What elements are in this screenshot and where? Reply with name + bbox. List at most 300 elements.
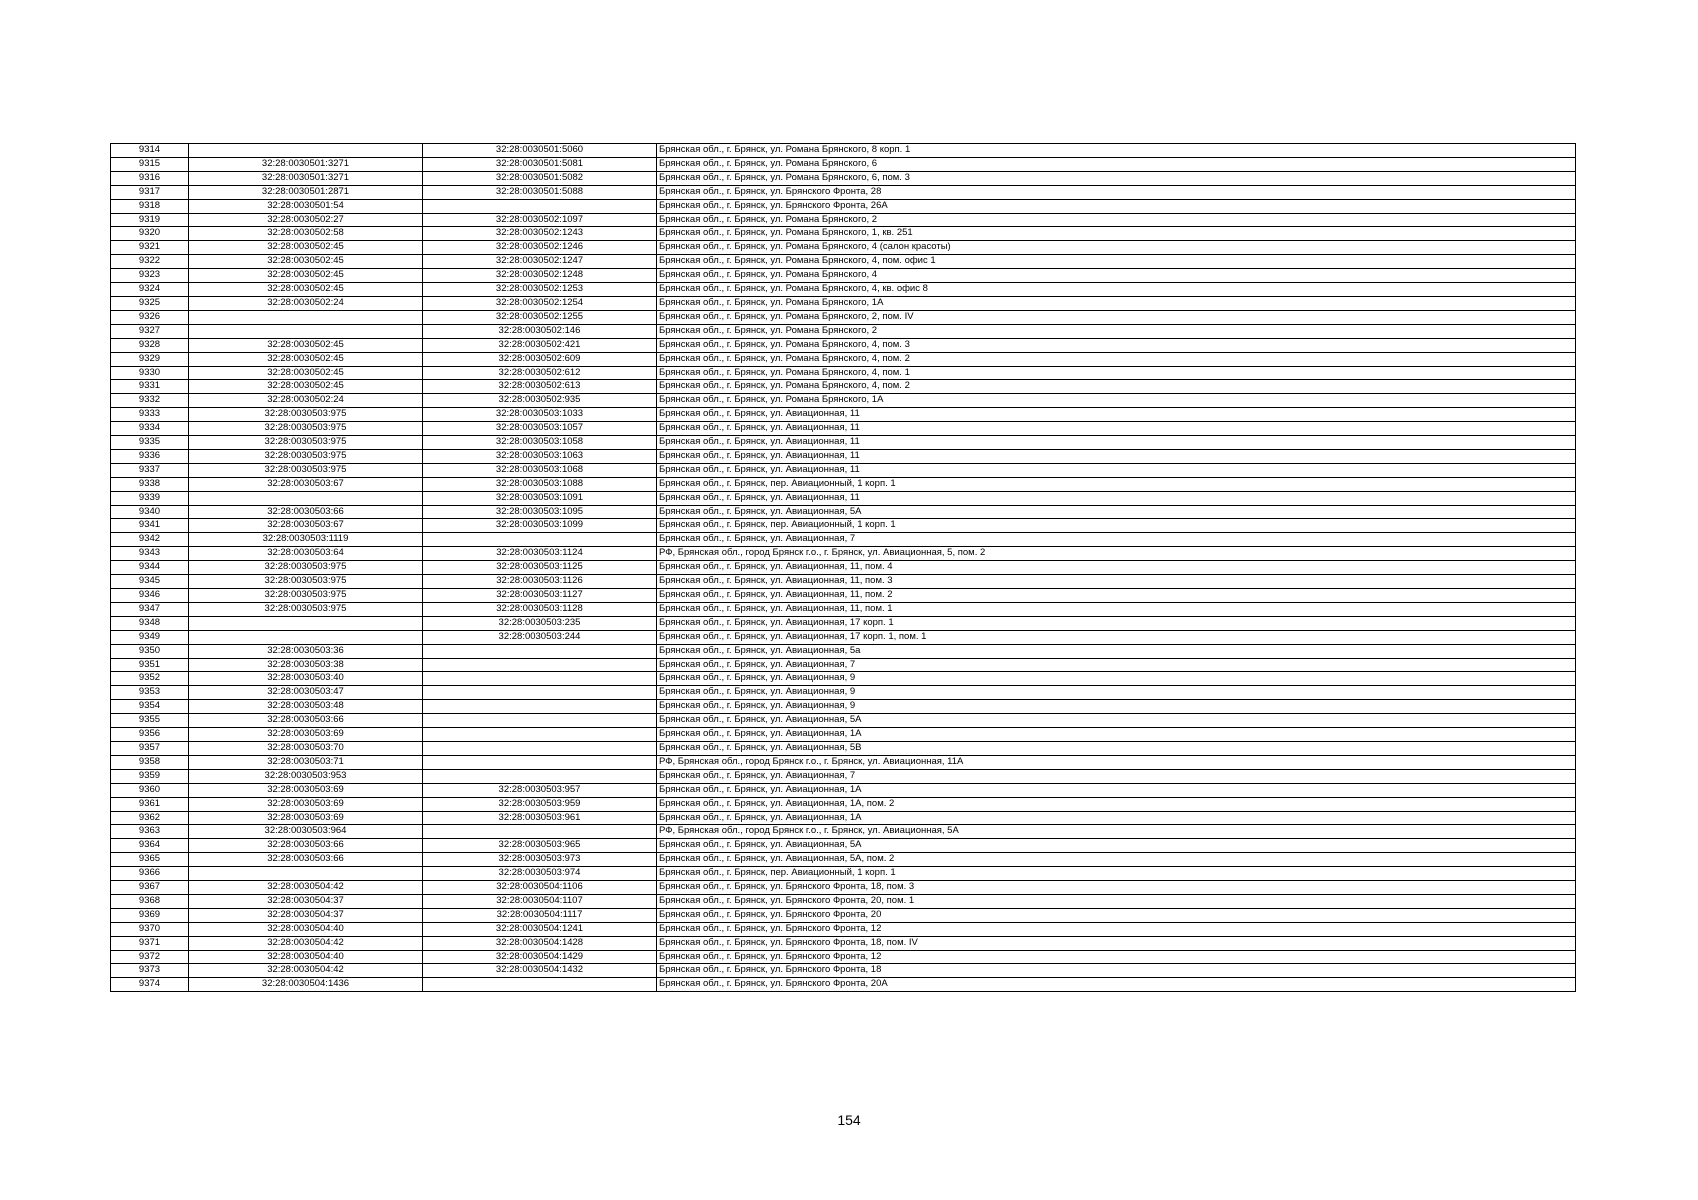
land-cadastral-number-cell: 32:28:0030503:69 bbox=[189, 811, 423, 825]
land-cadastral-number-cell: 32:28:0030503:66 bbox=[189, 505, 423, 519]
object-cadastral-number-cell: 32:28:0030503:1033 bbox=[423, 408, 657, 422]
land-cadastral-number-cell: 32:28:0030503:69 bbox=[189, 728, 423, 742]
land-cadastral-number-cell: 32:28:0030501:2871 bbox=[189, 185, 423, 199]
object-cadastral-number-cell: 32:28:0030503:1128 bbox=[423, 602, 657, 616]
row-number-cell: 9336 bbox=[111, 449, 189, 463]
land-cadastral-number-cell: 32:28:0030504:1436 bbox=[189, 978, 423, 992]
row-number-cell: 9350 bbox=[111, 644, 189, 658]
table-row bbox=[111, 199, 1576, 213]
table-row bbox=[111, 575, 1576, 589]
row-number-cell: 9324 bbox=[111, 283, 189, 297]
land-cadastral-number-cell: 32:28:0030503:975 bbox=[189, 463, 423, 477]
row-number-cell: 9340 bbox=[111, 505, 189, 519]
table-row bbox=[111, 755, 1576, 769]
object-cadastral-number-cell: 32:28:0030502:1255 bbox=[423, 310, 657, 324]
table-row bbox=[111, 547, 1576, 561]
address-cell: Брянская обл., г. Брянск, ул. Авиационная, 11 bbox=[657, 491, 1576, 505]
address-cell: Брянская обл., г. Брянск, ул. Авиационная, 11 bbox=[657, 449, 1576, 463]
object-cadastral-number-cell: 32:28:0030502:1246 bbox=[423, 241, 657, 255]
address-cell: Брянская обл., г. Брянск, ул. Авиационная, 9 bbox=[657, 700, 1576, 714]
object-cadastral-number-cell: 32:28:0030503:1063 bbox=[423, 449, 657, 463]
land-cadastral-number-cell: 32:28:0030503:64 bbox=[189, 547, 423, 561]
land-cadastral-number-cell: 32:28:0030502:45 bbox=[189, 241, 423, 255]
land-cadastral-number-cell: 32:28:0030503:40 bbox=[189, 672, 423, 686]
object-cadastral-number-cell bbox=[423, 741, 657, 755]
address-cell: Брянская обл., г. Брянск, ул. Авиационная, 1А, пом. 2 bbox=[657, 797, 1576, 811]
row-number-cell: 9328 bbox=[111, 338, 189, 352]
object-cadastral-number-cell: 32:28:0030502:935 bbox=[423, 394, 657, 408]
address-cell: Брянская обл., г. Брянск, ул. Авиационная, 11 bbox=[657, 463, 1576, 477]
land-cadastral-number-cell: 32:28:0030504:42 bbox=[189, 964, 423, 978]
table-row bbox=[111, 380, 1576, 394]
row-number-cell: 9345 bbox=[111, 575, 189, 589]
table-row bbox=[111, 714, 1576, 728]
land-cadastral-number-cell: 32:28:0030501:3271 bbox=[189, 171, 423, 185]
row-number-cell: 9316 bbox=[111, 171, 189, 185]
address-cell: Брянская обл., г. Брянск, ул. Романа Брянского, 2, пом. IV bbox=[657, 310, 1576, 324]
land-cadastral-number-cell: 32:28:0030503:66 bbox=[189, 853, 423, 867]
object-cadastral-number-cell: 32:28:0030503:1058 bbox=[423, 436, 657, 450]
address-cell: Брянская обл., г. Брянск, ул. Авиационная, 11, пом. 4 bbox=[657, 561, 1576, 575]
object-cadastral-number-cell bbox=[423, 644, 657, 658]
address-cell: Брянская обл., г. Брянск, ул. Авиационная, 5В bbox=[657, 741, 1576, 755]
land-cadastral-number-cell: 32:28:0030502:24 bbox=[189, 394, 423, 408]
land-cadastral-number-cell: 32:28:0030503:47 bbox=[189, 686, 423, 700]
object-cadastral-number-cell bbox=[423, 686, 657, 700]
property-register-table bbox=[110, 143, 1576, 992]
land-cadastral-number-cell: 32:28:0030504:42 bbox=[189, 881, 423, 895]
land-cadastral-number-cell: 32:28:0030503:70 bbox=[189, 741, 423, 755]
row-number-cell: 9372 bbox=[111, 950, 189, 964]
land-cadastral-number-cell: 32:28:0030503:975 bbox=[189, 561, 423, 575]
object-cadastral-number-cell: 32:28:0030503:1057 bbox=[423, 422, 657, 436]
address-cell: Брянская обл., г. Брянск, ул. Брянского Фронта, 12 bbox=[657, 922, 1576, 936]
land-cadastral-number-cell: 32:28:0030503:964 bbox=[189, 825, 423, 839]
row-number-cell: 9358 bbox=[111, 755, 189, 769]
table-row bbox=[111, 477, 1576, 491]
address-cell: Брянская обл., г. Брянск, пер. Авиационный, 1 корп. 1 bbox=[657, 477, 1576, 491]
land-cadastral-number-cell: 32:28:0030503:953 bbox=[189, 769, 423, 783]
row-number-cell: 9363 bbox=[111, 825, 189, 839]
table-row bbox=[111, 644, 1576, 658]
object-cadastral-number-cell: 32:28:0030502:1248 bbox=[423, 269, 657, 283]
address-cell: Брянская обл., г. Брянск, ул. Авиационная, 5А, пом. 2 bbox=[657, 853, 1576, 867]
table-row bbox=[111, 589, 1576, 603]
land-cadastral-number-cell: 32:28:0030503:1119 bbox=[189, 533, 423, 547]
row-number-cell: 9373 bbox=[111, 964, 189, 978]
table-row bbox=[111, 811, 1576, 825]
land-cadastral-number-cell: 32:28:0030502:45 bbox=[189, 352, 423, 366]
table-row bbox=[111, 686, 1576, 700]
address-cell: Брянская обл., г. Брянск, ул. Романа Брянского, 1А bbox=[657, 296, 1576, 310]
object-cadastral-number-cell: 32:28:0030501:5088 bbox=[423, 185, 657, 199]
row-number-cell: 9347 bbox=[111, 602, 189, 616]
address-cell: Брянская обл., г. Брянск, ул. Брянского Фронта, 12 bbox=[657, 950, 1576, 964]
table-row bbox=[111, 658, 1576, 672]
address-cell: Брянская обл., г. Брянск, ул. Авиационная, 11 bbox=[657, 408, 1576, 422]
address-cell: Брянская обл., г. Брянск, ул. Авиационная, 1А bbox=[657, 783, 1576, 797]
land-cadastral-number-cell: 32:28:0030502:45 bbox=[189, 338, 423, 352]
row-number-cell: 9370 bbox=[111, 922, 189, 936]
object-cadastral-number-cell: 32:28:0030503:1127 bbox=[423, 589, 657, 603]
table-row bbox=[111, 436, 1576, 450]
object-cadastral-number-cell bbox=[423, 769, 657, 783]
address-cell: Брянская обл., г. Брянск, ул. Романа Брянского, 4, пом. 2 bbox=[657, 352, 1576, 366]
table-row bbox=[111, 964, 1576, 978]
row-number-cell: 9357 bbox=[111, 741, 189, 755]
table-row bbox=[111, 324, 1576, 338]
table-row bbox=[111, 602, 1576, 616]
object-cadastral-number-cell: 32:28:0030504:1241 bbox=[423, 922, 657, 936]
address-cell: Брянская обл., г. Брянск, ул. Романа Брянского, 6 bbox=[657, 157, 1576, 171]
row-number-cell: 9361 bbox=[111, 797, 189, 811]
object-cadastral-number-cell: 32:28:0030502:1247 bbox=[423, 255, 657, 269]
row-number-cell: 9356 bbox=[111, 728, 189, 742]
table-row bbox=[111, 241, 1576, 255]
table-row bbox=[111, 728, 1576, 742]
land-cadastral-number-cell: 32:28:0030504:40 bbox=[189, 922, 423, 936]
address-cell: Брянская обл., г. Брянск, ул. Авиационная, 9 bbox=[657, 672, 1576, 686]
row-number-cell: 9331 bbox=[111, 380, 189, 394]
object-cadastral-number-cell bbox=[423, 700, 657, 714]
table-row bbox=[111, 978, 1576, 992]
address-cell: Брянская обл., г. Брянск, ул. Авиационная, 17 корп. 1, пом. 1 bbox=[657, 630, 1576, 644]
row-number-cell: 9314 bbox=[111, 144, 189, 158]
land-cadastral-number-cell: 32:28:0030504:37 bbox=[189, 908, 423, 922]
address-cell: Брянская обл., г. Брянск, ул. Авиационная, 5А bbox=[657, 505, 1576, 519]
address-cell: Брянская обл., г. Брянск, ул. Романа Брянского, 1, кв. 251 bbox=[657, 227, 1576, 241]
table-row bbox=[111, 283, 1576, 297]
row-number-cell: 9320 bbox=[111, 227, 189, 241]
address-cell: Брянская обл., г. Брянск, ул. Романа Брянского, 2 bbox=[657, 324, 1576, 338]
row-number-cell: 9321 bbox=[111, 241, 189, 255]
object-cadastral-number-cell: 32:28:0030504:1428 bbox=[423, 936, 657, 950]
table-row bbox=[111, 839, 1576, 853]
address-cell: Брянская обл., г. Брянск, ул. Авиационная, 7 bbox=[657, 769, 1576, 783]
object-cadastral-number-cell bbox=[423, 714, 657, 728]
land-cadastral-number-cell: 32:28:0030502:45 bbox=[189, 283, 423, 297]
object-cadastral-number-cell: 32:28:0030503:973 bbox=[423, 853, 657, 867]
table-row bbox=[111, 408, 1576, 422]
object-cadastral-number-cell: 32:28:0030503:1125 bbox=[423, 561, 657, 575]
row-number-cell: 9337 bbox=[111, 463, 189, 477]
land-cadastral-number-cell: 32:28:0030504:37 bbox=[189, 894, 423, 908]
address-cell: Брянская обл., г. Брянск, ул. Романа Брянского, 8 корп. 1 bbox=[657, 144, 1576, 158]
row-number-cell: 9351 bbox=[111, 658, 189, 672]
land-cadastral-number-cell: 32:28:0030503:975 bbox=[189, 436, 423, 450]
row-number-cell: 9338 bbox=[111, 477, 189, 491]
land-cadastral-number-cell bbox=[189, 491, 423, 505]
land-cadastral-number-cell: 32:28:0030503:975 bbox=[189, 408, 423, 422]
row-number-cell: 9360 bbox=[111, 783, 189, 797]
object-cadastral-number-cell: 32:28:0030504:1429 bbox=[423, 950, 657, 964]
object-cadastral-number-cell: 32:28:0030503:1091 bbox=[423, 491, 657, 505]
object-cadastral-number-cell: 32:28:0030503:1068 bbox=[423, 463, 657, 477]
table-row bbox=[111, 519, 1576, 533]
object-cadastral-number-cell: 32:28:0030502:609 bbox=[423, 352, 657, 366]
object-cadastral-number-cell: 32:28:0030503:1099 bbox=[423, 519, 657, 533]
row-number-cell: 9318 bbox=[111, 199, 189, 213]
address-cell: РФ, Брянская обл., город Брянск г.о., г. Брянск, ул. Авиационная, 5, пом. 2 bbox=[657, 547, 1576, 561]
table-row bbox=[111, 269, 1576, 283]
table-row bbox=[111, 894, 1576, 908]
address-cell: Брянская обл., г. Брянск, ул. Романа Брянского, 4, пом. 1 bbox=[657, 366, 1576, 380]
object-cadastral-number-cell: 32:28:0030503:965 bbox=[423, 839, 657, 853]
address-cell: Брянская обл., г. Брянск, ул. Авиационная, 7 bbox=[657, 658, 1576, 672]
address-cell: Брянская обл., г. Брянск, ул. Романа Брянского, 4, пом. 2 bbox=[657, 380, 1576, 394]
object-cadastral-number-cell: 32:28:0030503:974 bbox=[423, 867, 657, 881]
address-cell: Брянская обл., г. Брянск, ул. Авиационная, 5а bbox=[657, 644, 1576, 658]
row-number-cell: 9326 bbox=[111, 310, 189, 324]
object-cadastral-number-cell bbox=[423, 978, 657, 992]
row-number-cell: 9344 bbox=[111, 561, 189, 575]
address-cell: Брянская обл., г. Брянск, ул. Брянского Фронта, 20 bbox=[657, 908, 1576, 922]
object-cadastral-number-cell bbox=[423, 658, 657, 672]
row-number-cell: 9352 bbox=[111, 672, 189, 686]
land-cadastral-number-cell bbox=[189, 324, 423, 338]
object-cadastral-number-cell bbox=[423, 199, 657, 213]
table-row bbox=[111, 144, 1576, 158]
row-number-cell: 9342 bbox=[111, 533, 189, 547]
land-cadastral-number-cell: 32:28:0030502:58 bbox=[189, 227, 423, 241]
row-number-cell: 9362 bbox=[111, 811, 189, 825]
land-cadastral-number-cell: 32:28:0030504:40 bbox=[189, 950, 423, 964]
row-number-cell: 9322 bbox=[111, 255, 189, 269]
address-cell: Брянская обл., г. Брянск, ул. Брянского Фронта, 18, пом. IV bbox=[657, 936, 1576, 950]
land-cadastral-number-cell: 32:28:0030502:24 bbox=[189, 296, 423, 310]
address-cell: Брянская обл., г. Брянск, ул. Авиационная, 11 bbox=[657, 436, 1576, 450]
table-row bbox=[111, 700, 1576, 714]
land-cadastral-number-cell: 32:28:0030503:69 bbox=[189, 797, 423, 811]
land-cadastral-number-cell: 32:28:0030503:66 bbox=[189, 714, 423, 728]
row-number-cell: 9329 bbox=[111, 352, 189, 366]
table-row bbox=[111, 672, 1576, 686]
land-cadastral-number-cell: 32:28:0030503:975 bbox=[189, 589, 423, 603]
table-row bbox=[111, 867, 1576, 881]
row-number-cell: 9355 bbox=[111, 714, 189, 728]
object-cadastral-number-cell: 32:28:0030502:1243 bbox=[423, 227, 657, 241]
table-row bbox=[111, 936, 1576, 950]
object-cadastral-number-cell: 32:28:0030503:1088 bbox=[423, 477, 657, 491]
address-cell: Брянская обл., г. Брянск, ул. Авиационная, 11, пом. 1 bbox=[657, 602, 1576, 616]
object-cadastral-number-cell: 32:28:0030501:5082 bbox=[423, 171, 657, 185]
land-cadastral-number-cell: 32:28:0030503:71 bbox=[189, 755, 423, 769]
address-cell: Брянская обл., г. Брянск, ул. Романа Брянского, 4, пом. 3 bbox=[657, 338, 1576, 352]
address-cell: Брянская обл., г. Брянск, ул. Романа Брянского, 2 bbox=[657, 213, 1576, 227]
land-cadastral-number-cell bbox=[189, 616, 423, 630]
address-cell: Брянская обл., г. Брянск, пер. Авиационный, 1 корп. 1 bbox=[657, 519, 1576, 533]
table-row bbox=[111, 908, 1576, 922]
table-row bbox=[111, 491, 1576, 505]
table-row bbox=[111, 213, 1576, 227]
address-cell: Брянская обл., г. Брянск, ул. Романа Брянского, 4, пом. офис 1 bbox=[657, 255, 1576, 269]
row-number-cell: 9319 bbox=[111, 213, 189, 227]
land-cadastral-number-cell: 32:28:0030503:48 bbox=[189, 700, 423, 714]
land-cadastral-number-cell: 32:28:0030503:69 bbox=[189, 783, 423, 797]
row-number-cell: 9315 bbox=[111, 157, 189, 171]
table-row bbox=[111, 922, 1576, 936]
table-row bbox=[111, 630, 1576, 644]
object-cadastral-number-cell: 32:28:0030503:961 bbox=[423, 811, 657, 825]
table-row bbox=[111, 157, 1576, 171]
address-cell: Брянская обл., г. Брянск, ул. Авиационная, 5А bbox=[657, 714, 1576, 728]
land-cadastral-number-cell: 32:28:0030501:3271 bbox=[189, 157, 423, 171]
table-row bbox=[111, 797, 1576, 811]
object-cadastral-number-cell: 32:28:0030502:1254 bbox=[423, 296, 657, 310]
land-cadastral-number-cell: 32:28:0030503:36 bbox=[189, 644, 423, 658]
row-number-cell: 9349 bbox=[111, 630, 189, 644]
address-cell: Брянская обл., г. Брянск, ул. Романа Брянского, 4 (салон красоты) bbox=[657, 241, 1576, 255]
land-cadastral-number-cell: 32:28:0030503:67 bbox=[189, 519, 423, 533]
row-number-cell: 9317 bbox=[111, 185, 189, 199]
table-row bbox=[111, 449, 1576, 463]
object-cadastral-number-cell: 32:28:0030504:1432 bbox=[423, 964, 657, 978]
object-cadastral-number-cell: 32:28:0030503:1124 bbox=[423, 547, 657, 561]
object-cadastral-number-cell: 32:28:0030502:613 bbox=[423, 380, 657, 394]
row-number-cell: 9364 bbox=[111, 839, 189, 853]
row-number-cell: 9343 bbox=[111, 547, 189, 561]
object-cadastral-number-cell: 32:28:0030504:1106 bbox=[423, 881, 657, 895]
land-cadastral-number-cell: 32:28:0030504:42 bbox=[189, 936, 423, 950]
table-row bbox=[111, 950, 1576, 964]
table-row bbox=[111, 394, 1576, 408]
object-cadastral-number-cell: 32:28:0030502:1253 bbox=[423, 283, 657, 297]
land-cadastral-number-cell: 32:28:0030502:45 bbox=[189, 269, 423, 283]
table-body bbox=[111, 144, 1576, 992]
object-cadastral-number-cell: 32:28:0030502:421 bbox=[423, 338, 657, 352]
table-row bbox=[111, 881, 1576, 895]
object-cadastral-number-cell: 32:28:0030502:1097 bbox=[423, 213, 657, 227]
address-cell: Брянская обл., г. Брянск, ул. Брянского Фронта, 18 bbox=[657, 964, 1576, 978]
table-row bbox=[111, 853, 1576, 867]
land-cadastral-number-cell: 32:28:0030502:27 bbox=[189, 213, 423, 227]
object-cadastral-number-cell: 32:28:0030503:1126 bbox=[423, 575, 657, 589]
land-cadastral-number-cell: 32:28:0030503:975 bbox=[189, 422, 423, 436]
table-row bbox=[111, 616, 1576, 630]
row-number-cell: 9333 bbox=[111, 408, 189, 422]
row-number-cell: 9346 bbox=[111, 589, 189, 603]
row-number-cell: 9365 bbox=[111, 853, 189, 867]
row-number-cell: 9348 bbox=[111, 616, 189, 630]
row-number-cell: 9332 bbox=[111, 394, 189, 408]
table-row bbox=[111, 171, 1576, 185]
table-row bbox=[111, 255, 1576, 269]
object-cadastral-number-cell: 32:28:0030502:612 bbox=[423, 366, 657, 380]
row-number-cell: 9367 bbox=[111, 881, 189, 895]
object-cadastral-number-cell bbox=[423, 825, 657, 839]
row-number-cell: 9341 bbox=[111, 519, 189, 533]
table-row bbox=[111, 185, 1576, 199]
address-cell: Брянская обл., г. Брянск, ул. Авиационная, 9 bbox=[657, 686, 1576, 700]
row-number-cell: 9327 bbox=[111, 324, 189, 338]
land-cadastral-number-cell: 32:28:0030501:54 bbox=[189, 199, 423, 213]
land-cadastral-number-cell: 32:28:0030503:975 bbox=[189, 602, 423, 616]
object-cadastral-number-cell bbox=[423, 728, 657, 742]
row-number-cell: 9335 bbox=[111, 436, 189, 450]
object-cadastral-number-cell: 32:28:0030503:235 bbox=[423, 616, 657, 630]
row-number-cell: 9359 bbox=[111, 769, 189, 783]
row-number-cell: 9325 bbox=[111, 296, 189, 310]
object-cadastral-number-cell: 32:28:0030504:1117 bbox=[423, 908, 657, 922]
land-cadastral-number-cell: 32:28:0030502:45 bbox=[189, 380, 423, 394]
object-cadastral-number-cell: 32:28:0030503:957 bbox=[423, 783, 657, 797]
address-cell: Брянская обл., г. Брянск, ул. Авиационная, 7 bbox=[657, 533, 1576, 547]
row-number-cell: 9330 bbox=[111, 366, 189, 380]
table-row bbox=[111, 338, 1576, 352]
row-number-cell: 9369 bbox=[111, 908, 189, 922]
land-cadastral-number-cell: 32:28:0030503:975 bbox=[189, 575, 423, 589]
land-cadastral-number-cell: 32:28:0030503:38 bbox=[189, 658, 423, 672]
row-number-cell: 9374 bbox=[111, 978, 189, 992]
land-cadastral-number-cell bbox=[189, 867, 423, 881]
address-cell: Брянская обл., г. Брянск, ул. Брянского Фронта, 20А bbox=[657, 978, 1576, 992]
row-number-cell: 9339 bbox=[111, 491, 189, 505]
address-cell: Брянская обл., г. Брянск, ул. Авиационная, 11, пом. 2 bbox=[657, 589, 1576, 603]
object-cadastral-number-cell: 32:28:0030503:959 bbox=[423, 797, 657, 811]
object-cadastral-number-cell bbox=[423, 533, 657, 547]
table-row bbox=[111, 422, 1576, 436]
land-cadastral-number-cell: 32:28:0030503:67 bbox=[189, 477, 423, 491]
object-cadastral-number-cell: 32:28:0030504:1107 bbox=[423, 894, 657, 908]
land-cadastral-number-cell bbox=[189, 310, 423, 324]
address-cell: Брянская обл., г. Брянск, ул. Брянского Фронта, 18, пом. 3 bbox=[657, 881, 1576, 895]
object-cadastral-number-cell bbox=[423, 755, 657, 769]
table-row bbox=[111, 310, 1576, 324]
address-cell: РФ, Брянская обл., город Брянск г.о., г. Брянск, ул. Авиационная, 5А bbox=[657, 825, 1576, 839]
table-row bbox=[111, 463, 1576, 477]
land-cadastral-number-cell: 32:28:0030502:45 bbox=[189, 255, 423, 269]
address-cell: Брянская обл., г. Брянск, ул. Авиационная, 11, пом. 3 bbox=[657, 575, 1576, 589]
table-row bbox=[111, 783, 1576, 797]
land-cadastral-number-cell: 32:28:0030502:45 bbox=[189, 366, 423, 380]
address-cell: Брянская обл., г. Брянск, ул. Авиационная, 1А bbox=[657, 728, 1576, 742]
object-cadastral-number-cell: 32:28:0030502:146 bbox=[423, 324, 657, 338]
object-cadastral-number-cell: 32:28:0030503:1095 bbox=[423, 505, 657, 519]
row-number-cell: 9371 bbox=[111, 936, 189, 950]
address-cell: Брянская обл., г. Брянск, ул. Брянского Фронта, 26А bbox=[657, 199, 1576, 213]
address-cell: Брянская обл., г. Брянск, ул. Брянского Фронта, 20, пом. 1 bbox=[657, 894, 1576, 908]
object-cadastral-number-cell: 32:28:0030501:5060 bbox=[423, 144, 657, 158]
address-cell: Брянская обл., г. Брянск, ул. Брянского Фронта, 28 bbox=[657, 185, 1576, 199]
table-row bbox=[111, 352, 1576, 366]
table-row bbox=[111, 533, 1576, 547]
object-cadastral-number-cell bbox=[423, 672, 657, 686]
address-cell: Брянская обл., г. Брянск, пер. Авиационный, 1 корп. 1 bbox=[657, 867, 1576, 881]
land-cadastral-number-cell: 32:28:0030503:975 bbox=[189, 449, 423, 463]
address-cell: Брянская обл., г. Брянск, ул. Авиационная, 17 корп. 1 bbox=[657, 616, 1576, 630]
table-row bbox=[111, 296, 1576, 310]
address-cell: Брянская обл., г. Брянск, ул. Авиационная, 11 bbox=[657, 422, 1576, 436]
address-cell: Брянская обл., г. Брянск, ул. Романа Брянского, 6, пом. 3 bbox=[657, 171, 1576, 185]
land-cadastral-number-cell: 32:28:0030503:66 bbox=[189, 839, 423, 853]
address-cell: РФ, Брянская обл., город Брянск г.о., г. Брянск, ул. Авиационная, 11А bbox=[657, 755, 1576, 769]
table-row bbox=[111, 741, 1576, 755]
land-cadastral-number-cell bbox=[189, 144, 423, 158]
table-row bbox=[111, 825, 1576, 839]
address-cell: Брянская обл., г. Брянск, ул. Романа Брянского, 4, кв. офис 8 bbox=[657, 283, 1576, 297]
table-row bbox=[111, 505, 1576, 519]
row-number-cell: 9366 bbox=[111, 867, 189, 881]
table-row bbox=[111, 769, 1576, 783]
row-number-cell: 9334 bbox=[111, 422, 189, 436]
object-cadastral-number-cell: 32:28:0030503:244 bbox=[423, 630, 657, 644]
address-cell: Брянская обл., г. Брянск, ул. Авиационная, 1А bbox=[657, 811, 1576, 825]
address-cell: Брянская обл., г. Брянск, ул. Авиационная, 5А bbox=[657, 839, 1576, 853]
land-cadastral-number-cell bbox=[189, 630, 423, 644]
object-cadastral-number-cell: 32:28:0030501:5081 bbox=[423, 157, 657, 171]
table-row bbox=[111, 366, 1576, 380]
address-cell: Брянская обл., г. Брянск, ул. Романа Брянского, 1А bbox=[657, 394, 1576, 408]
